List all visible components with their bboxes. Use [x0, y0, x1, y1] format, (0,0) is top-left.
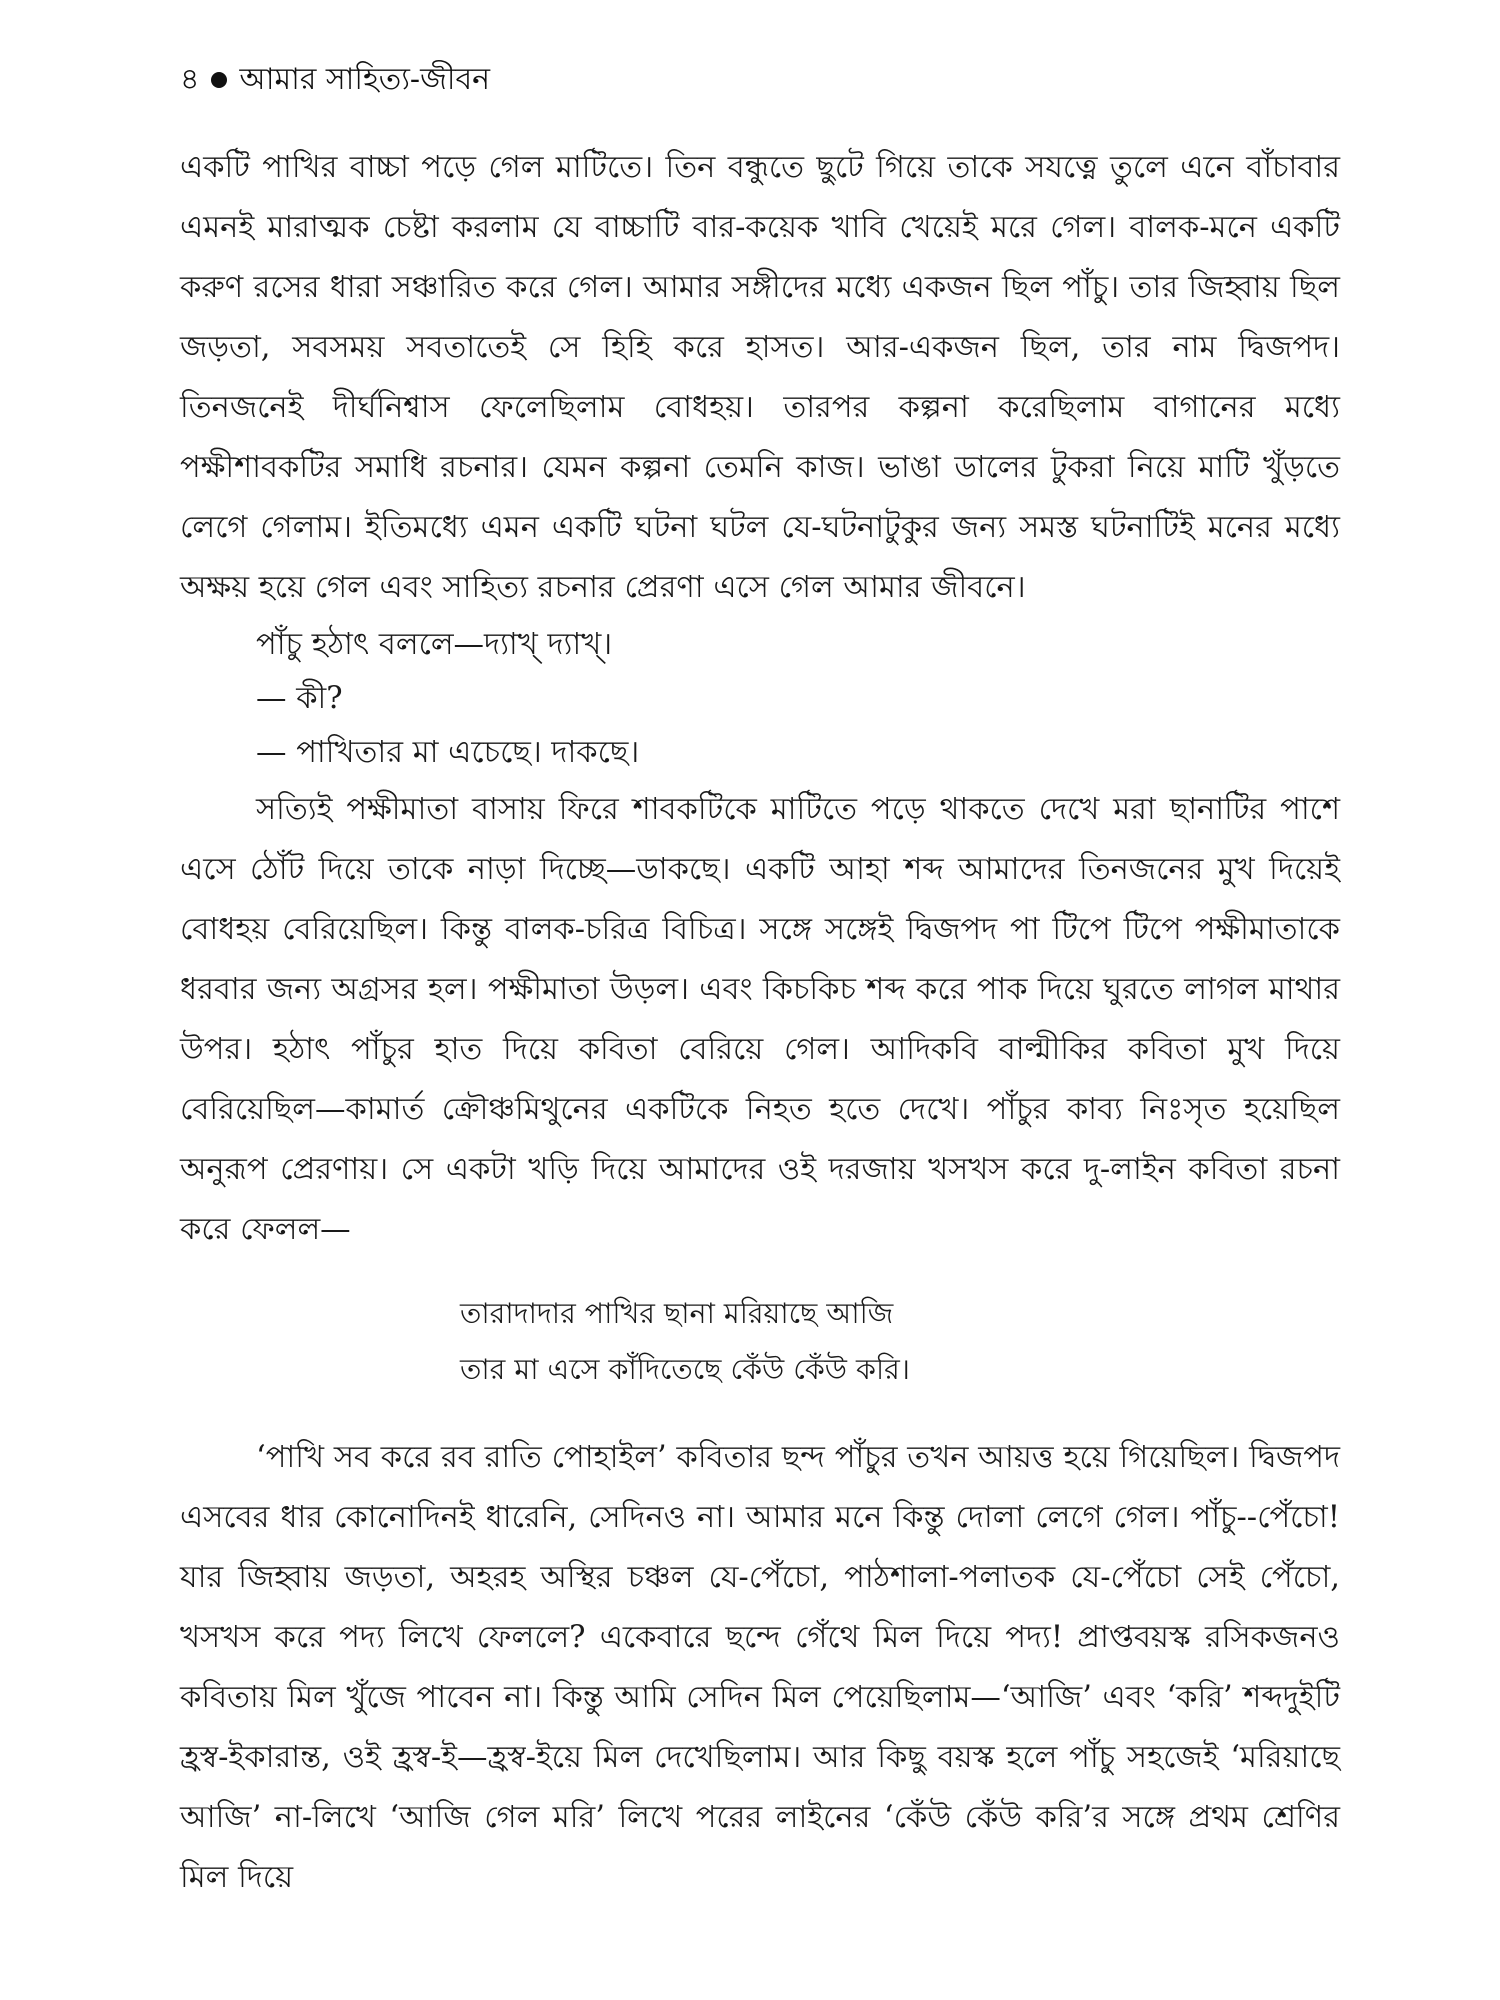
verse-line-1: তারাদাদার পাখির ছানা মরিয়াছে আজি — [460, 1297, 894, 1330]
paragraph-2: সত্যিই পক্ষীমাতা বাসায় ফিরে শাবকটিকে মাটিতে পড়ে থাকতে দেখে মরা ছানাটির পাশে এসে ঠোঁট দিয়ে তাকে নাড়া দিচ্ছে—ডাকছে। একটি আহা শব্দ আমাদের তিনজনের মুখ দিয়েই বোধহয় বেরিয়েছিল। কিন্তু বালক-চরিত্র বিচিত্র। সঙ্গে সঙ্গেই দ্বিজপদ পা টিপে টিপে পক্ষীমাতাকে ধরবার জন্য অগ্রসর হল। পক্ষীমাতা উড়ল। এবং কিচকিচ শব্দ করে পাক দিয়ে ঘুরতে লাগল মাথার উপর। হঠাৎ পাঁচুর হাত দিয়ে কবিতা বেরিয়ে গেল। আদিকবি বাল্মীকির কবিতা মুখ দিয়ে বেরিয়েছিল—কামার্ত ক্রৌঞ্চমিথুনের একটিকে নিহত হতে দেখে। পাঁচুর কাব্য নিঃসৃত হয়েছিল অনুরূপ প্রেরণায়। সে একটা খড়ি দিয়ে আমাদের ওই দরজায় খসখস করে দু-লাইন কবিতা রচনা করে ফেলল— — [180, 792, 1340, 1247]
book-page — [180, 60, 1340, 1980]
book-title: আমার সাহিত্য-জীবন — [239, 62, 491, 97]
bullet-icon — [211, 72, 227, 88]
dialogue-line-1: পাঁচু হঠাৎ বললে—দ্যাখ্ দ্যাখ্। — [256, 627, 613, 662]
verse-line-2: তার মা এসে কাঁদিতেছে কেঁউ কেঁউ করি। — [460, 1353, 910, 1386]
paragraph-3: ‘পাখি সব করে রব রাতি পোহাইল’ কবিতার ছন্দ পাঁচুর তখন আয়ত্ত হয়ে গিয়েছিল। দ্বিজপদ এসবের ধার কোনোদিনই ধারেনি, সেদিনও না। আমার মনে কিন্তু দোলা লেগে গেল। পাঁচু--পেঁচো! যার জিহ্বায় জড়তা, অহরহ অস্থির চঞ্চল যে-পেঁচো, পাঠশালা-পলাতক যে-পেঁচো সেই পেঁচো, খসখস করে পদ্য লিখে ফেললে? একেবারে ছন্দে গেঁথে মিল দিয়ে পদ্য! প্রাপ্তবয়স্ক রসিকজনও কবিতায় মিল খুঁজে পাবেন না। কিন্তু আমি সেদিন মিল পেয়েছিলাম—‘আজি’ এবং ‘করি’ শব্দদুইটি হ্রস্ব-ইকারান্ত, ওই হ্রস্ব-ই—হ্রস্ব-ইয়ে মিল দেখেছিলাম। আর কিছু বয়স্ক হলে পাঁচু সহজেই ‘মরিয়াছে আজি’ না-লিখে ‘আজি গেল মরি’ লিখে পরের লাইনের ‘কেঁউ কেঁউ করি’র সঙ্গে প্রথম শ্রেণির মিল দিয়ে — [180, 1440, 1340, 1895]
running-header — [180, 60, 1340, 100]
page-number: ৪ — [180, 62, 200, 97]
dialogue-line-2: — কী? — [256, 681, 343, 716]
dialogue-line-3: — পাখিতার মা এচেছে। দাকছে। — [256, 735, 640, 770]
verse-block — [180, 1286, 1340, 1398]
paragraph-1: একটি পাখির বাচ্চা পড়ে গেল মাটিতে। তিন বন্ধুতে ছুটে গিয়ে তাকে সযত্নে তুলে এনে বাঁচাবার এমনই মারাত্মক চেষ্টা করলাম যে বাচ্চাটি বার-কয়েক খাবি খেয়েই মরে গেল। বালক-মনে একটি করুণ রসের ধারা সঞ্চারিত করে গেল। আমার সঙ্গীদের মধ্যে একজন ছিল পাঁচু। তার জিহ্বায় ছিল জড়তা, সবসময় সবতাতেই সে হিহি করে হাসত। আর-একজন ছিল, তার নাম দ্বিজপদ। তিনজনেই দীর্ঘনিশ্বাস ফেলেছিলাম বোধহয়। তারপর কল্পনা করেছিলাম বাগানের মধ্যে পক্ষীশাবকটির সমাধি রচনার। যেমন কল্পনা তেমনি কাজ। ভাঙা ডালের টুকরা নিয়ে মাটি খুঁড়তে লেগে গেলাম। ইতিমধ্যে এমন একটি ঘটনা ঘটল যে-ঘটনাটুকুর জন্য সমস্ত ঘটনাটিই মনের মধ্যে অক্ষয় হয়ে গেল এবং সাহিত্য রচনার প্রেরণা এসে গেল আমার জীবনে। — [180, 150, 1340, 605]
